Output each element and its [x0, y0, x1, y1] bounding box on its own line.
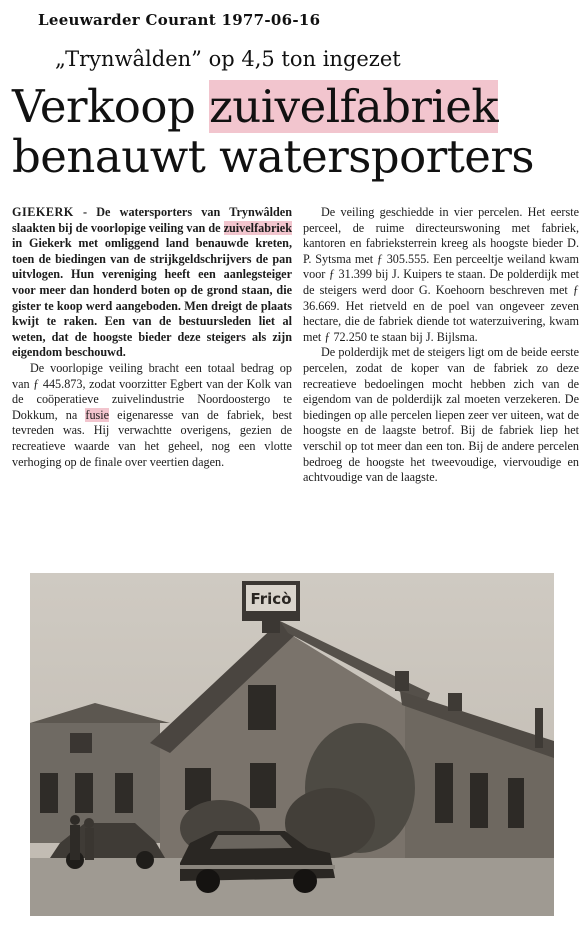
highlighted-term: fusie: [85, 407, 110, 422]
headline-text: Verkoop: [12, 80, 210, 133]
article-column-left: [12, 205, 292, 470]
article-kicker: „Trynwâlden” op 4,5 ton ingezet: [55, 47, 401, 71]
factory-photo-illustration: [30, 573, 554, 916]
paragraph-text: - De watersporters van Trynwâlden slaakten bij de voorlopige veiling van de: [12, 205, 292, 235]
highlighted-term: zuivelfabriek: [223, 220, 292, 235]
paragraph-text: De voorlopige veiling bracht een totaal bedrag op van ƒ 445.873, zodat voorzitter Egbert van der Kolk van de coöperatieve zuivelindustrie Noordoostergo te Dokkum, na: [12, 360, 292, 422]
factory-sign-text: Fricò: [250, 590, 292, 608]
factory-photo: [30, 573, 554, 916]
headline-line-1: [12, 82, 582, 132]
paragraph: De polderdijk met de steigers ligt om de beide eerste percelen, zodat de koper van de fabriek zo deze recreatieve bedoelingen mocht hebben zich van de eigendom van de polderdijk zal moeten verzekeren. De biedingen op alle percelen liepen zeer ver uiteen, wat de hoogste en de laagste betrof. Bij de fabriek liep het verschil op tot meer dan een ton. Bij de andere percelen bedroeg de hoogste het tweevoudige, viervoudige en achtvoudige van de laagste.: [303, 345, 579, 485]
article-headline: [12, 82, 582, 182]
paragraph-text: in Giekerk met omliggend land benauwde kreten, toen de biedingen van de strijkgeldschrijvers de pan uitvlogen. Hun vereniging heeft een aanlegsteiger voor meer dan honderd boten op de grond staan, die gister te koop werd aangeboden. Men dreigt de plaats kwijt te raken. Een van de bestuursleden liet al weten, dat de hoogste bieder deze steigers als zijn eigendom beschouwd.: [12, 236, 292, 360]
article-column-right: [303, 205, 579, 486]
paragraph: [12, 205, 292, 361]
headline-line-2: benauwt watersporters: [12, 130, 535, 183]
paragraph-text: eigenaresse van de fabriek, best tevreden was. Hij verwachtte overigens, gezien de recreatieve waarde van het geheel, nog een vlotte verhoging op de finale over veertien dagen.: [12, 407, 292, 469]
newspaper-source-line: Leeuwarder Courant 1977-06-16: [38, 11, 321, 29]
paragraph: De veiling geschiedde in vier percelen. Het eerste perceel, de ruime directeurswoning met fabriek, kantoren en fabrieksterrein kreeg als hoogste bieder D. P. Sytsma met ƒ 305.555. Een perceeltje weiland kwam voor ƒ 31.399 bij J. Kuipers te staan. De polderdijk met de steigers werd door G. Koehoorn beschreven met ƒ 36.669. Het rietveld en de poel van ongeveer zeven hectare, die de fabriek diende tot waterzuivering, kwam met ƒ 72.250 te staan bij J. Bijlsma.: [303, 205, 579, 344]
dateline: GIEKERK: [12, 205, 74, 219]
headline-highlight: zuivelfabriek: [209, 80, 499, 133]
paragraph: [12, 361, 292, 470]
